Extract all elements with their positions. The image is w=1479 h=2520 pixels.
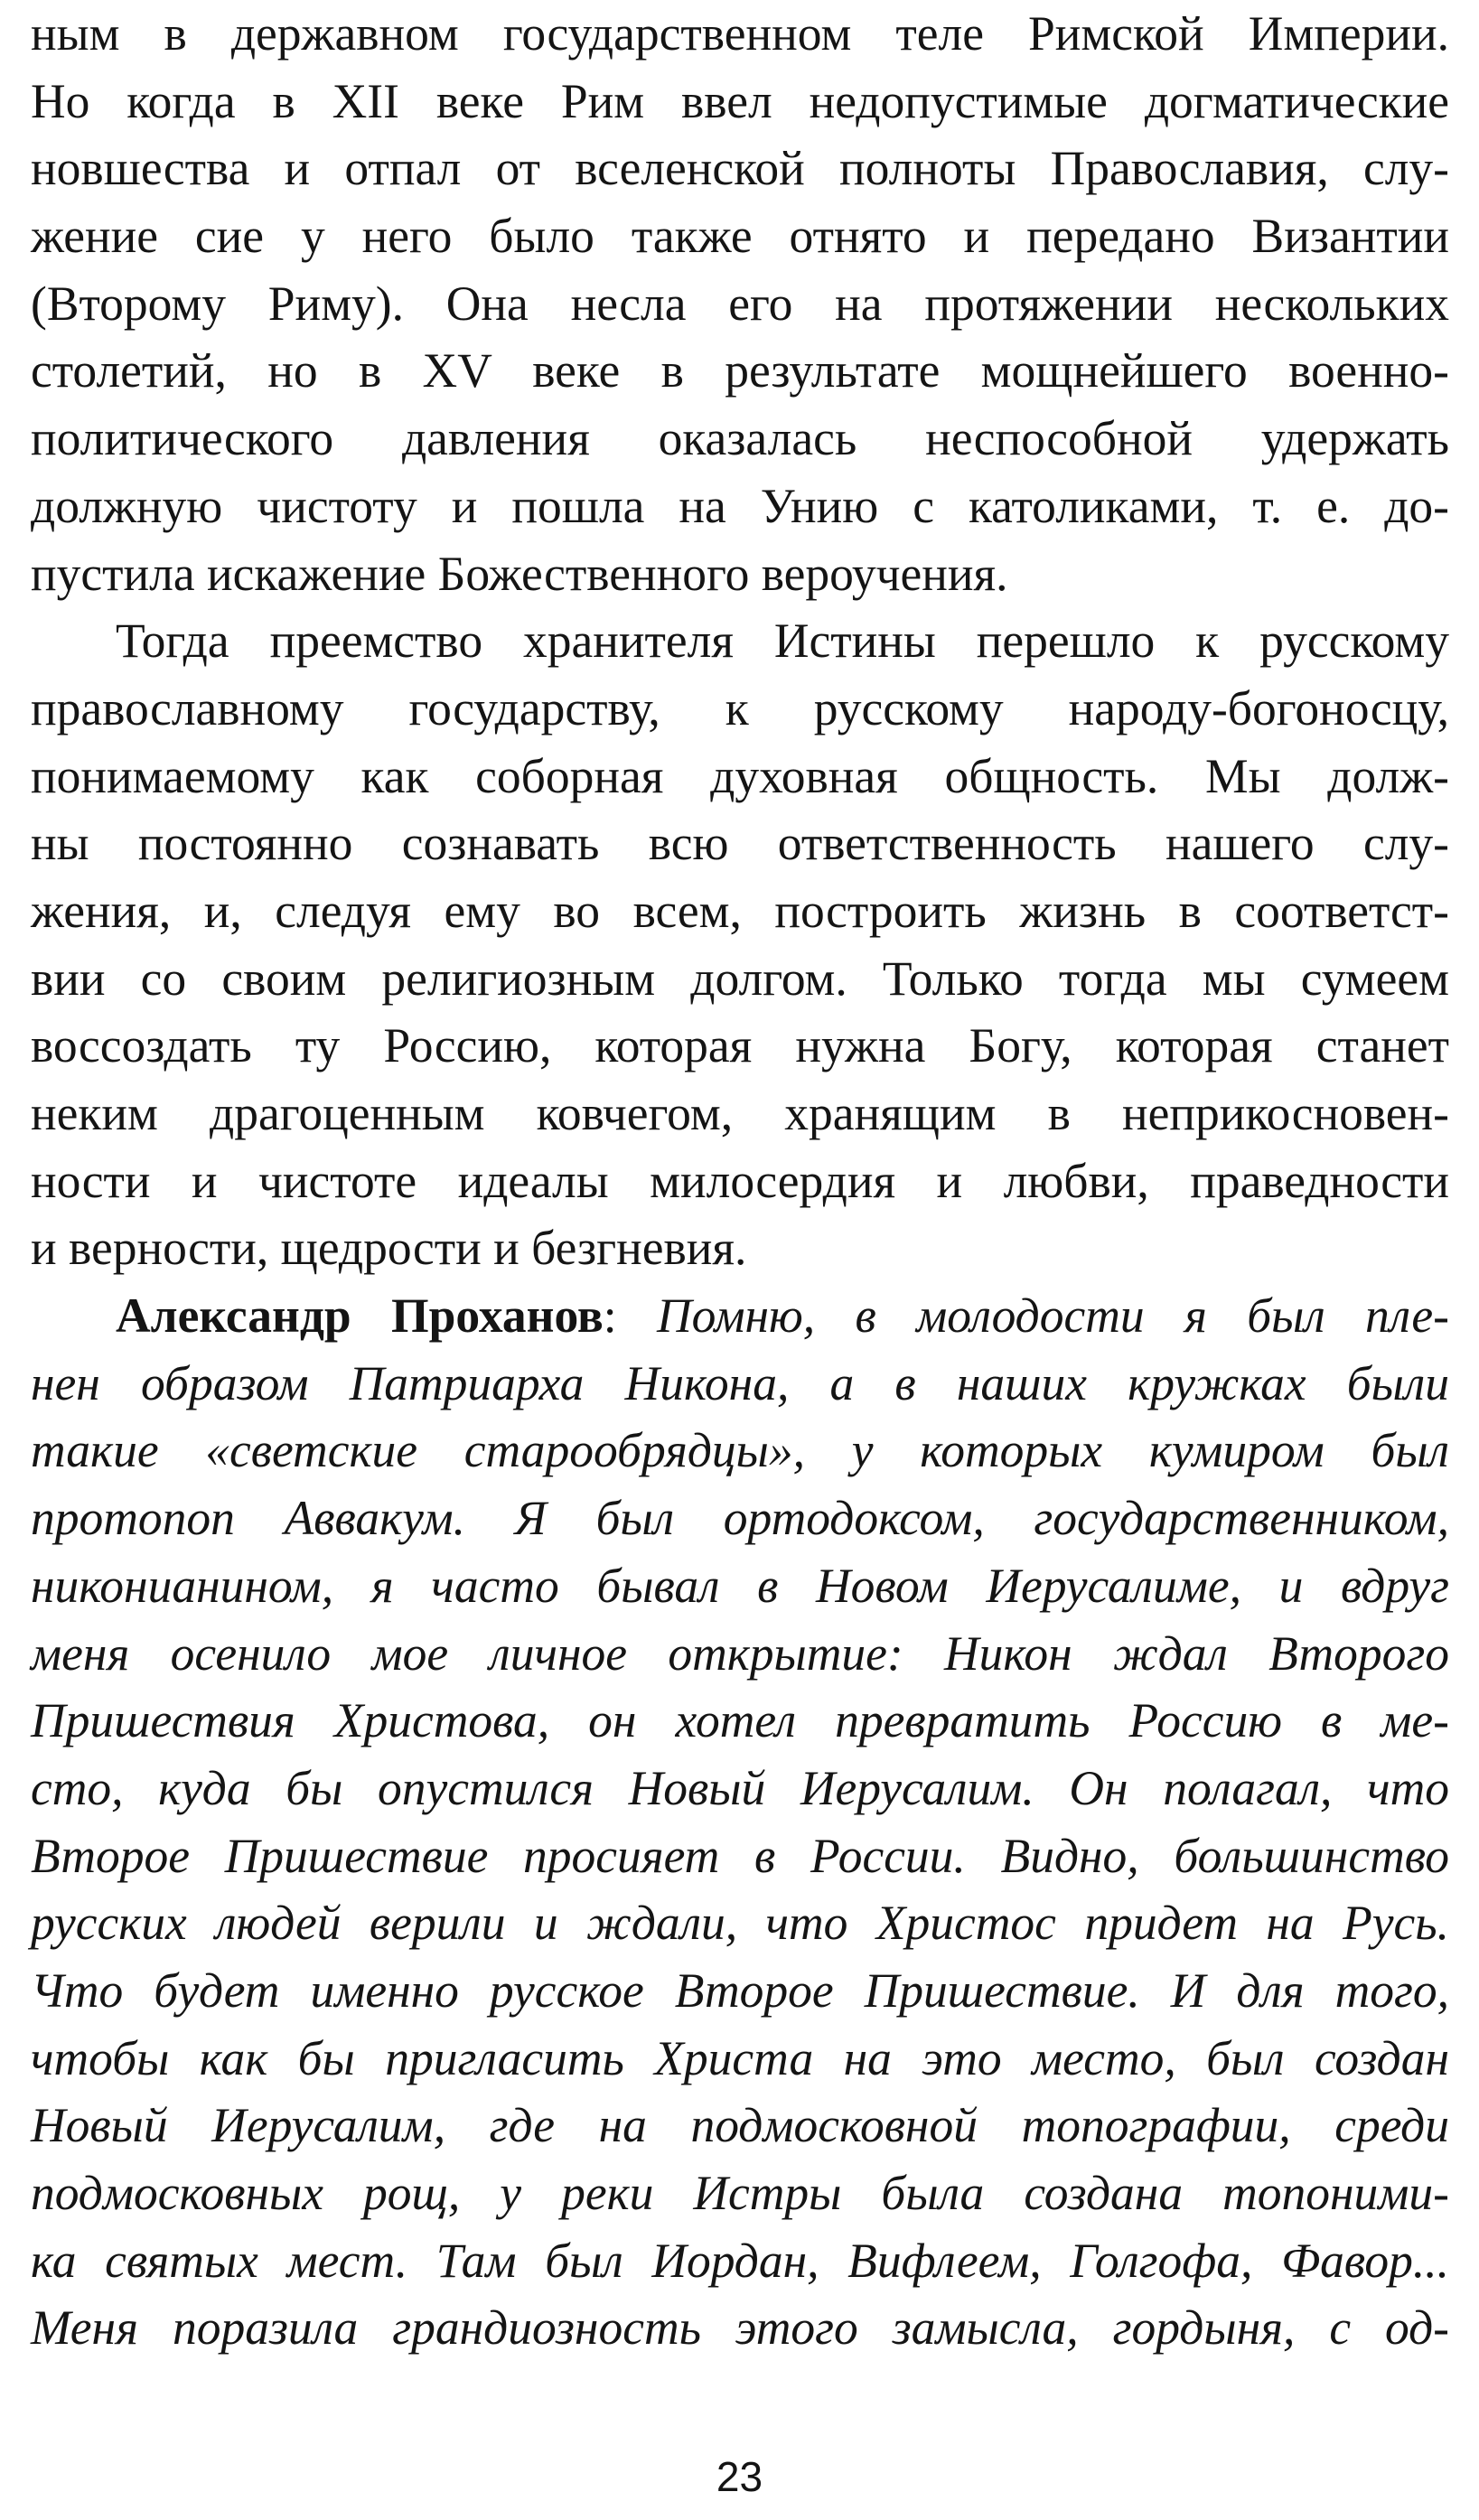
text-line: ка святых мест. Там был Иордан, Вифлеем, Голгофа, Фавор...: [31, 2233, 1449, 2288]
text-line: подмосковных рощ, у реки Истры была создана топоними-: [31, 2166, 1449, 2220]
text-line: Новый Иерусалим, где на подмосковной топографии, среди: [31, 2098, 1449, 2153]
paragraph-2: [31, 607, 1449, 1282]
text-line: протопоп Аввакум. Я был ортодоксом, государственником,: [31, 1491, 1449, 1546]
text-line: неким драгоценным ковчегом, хранящим в неприкосновен-: [31, 1086, 1449, 1140]
text-line: сто, куда бы опустился Новый Иерусалим. Он полагал, что: [31, 1760, 1449, 1815]
speaker-separator: :: [603, 1288, 617, 1344]
speech-text: Помню, в молодости я был пле-: [657, 1288, 1449, 1344]
text-line: вии со своим религиозным долгом. Только тогда мы сумеем: [31, 951, 1449, 1006]
text-line: нен образом Патриарха Никона, а в наших кружках были: [31, 1355, 1449, 1410]
paragraph-3: [31, 1282, 1449, 2362]
text-line: Что будет именно русское Второе Пришествие. И для того,: [31, 1963, 1449, 2018]
text-line: столетий, но в XV веке в результате мощнейшего военно-: [31, 343, 1449, 398]
text-line: Но когда в XII веке Рим ввел недопустимые догматические: [31, 73, 1449, 128]
text-line: [31, 1282, 1449, 1350]
text-line: понимаемому как соборная духовная общность. Мы долж-: [31, 748, 1449, 803]
paragraph-1: [31, 0, 1449, 607]
text-line: (Второму Риму). Она несла его на протяжении нескольких: [31, 276, 1449, 331]
text-line: ным в державном государственном теле Римской Империи.: [31, 6, 1449, 61]
text-line: воссоздать ту Россию, которая нужна Богу, которая станет: [31, 1018, 1449, 1073]
text-line: православному государству, к русскому народу-богоносцу,: [31, 680, 1449, 735]
speaker-name: Александр Проханов: [116, 1288, 604, 1344]
text-line: ности и чистоте идеалы милосердия и любви, праведности: [31, 1153, 1449, 1208]
text-line: новшества и отпал от вселенской полноты Православия, слу-: [31, 141, 1449, 196]
text-line: пустила искажение Божественного вероучения.: [31, 546, 1008, 601]
text-line: чтобы как бы пригласить Христа на это место, был создан: [31, 2030, 1449, 2085]
page-number: 23: [716, 2453, 763, 2500]
page-text: [31, 0, 1449, 2362]
text-line: ны постоянно сознавать всю ответственность нашего слу-: [31, 816, 1449, 871]
text-line: русских людей верили и ждали, что Христос придет на Русь.: [31, 1896, 1449, 1951]
text-line: Пришествия Христова, он хотел превратить Россию в ме-: [31, 1693, 1449, 1748]
text-line: жения, и, следуя ему во всем, построить жизнь в соответст-: [31, 883, 1449, 938]
text-line: Второе Пришествие просияет в России. Видно, большинство: [31, 1828, 1449, 1883]
text-line: такие «светские старообрядцы», у которых кумиром был: [31, 1423, 1449, 1478]
text-line: Меня поразила грандиозность этого замысла, гордыня, с од-: [31, 2300, 1449, 2356]
text-line: и верности, щедрости и безгневия.: [31, 1221, 747, 1276]
text-line: должную чистоту и пошла на Унию с католиками, т. е. до-: [31, 478, 1449, 533]
text-line: меня осенило мое личное открытие: Никон ждал Второго: [31, 1625, 1449, 1681]
text-line: Тогда преемство хранителя Истины перешло к русскому: [116, 614, 1449, 669]
text-line: политического давления оказалась неспособной удержать: [31, 411, 1449, 466]
text-line: жение сие у него было также отнято и передано Византии: [31, 209, 1449, 264]
text-line: никонианином, я часто бывал в Новом Иерусалиме, и вдруг: [31, 1558, 1449, 1613]
